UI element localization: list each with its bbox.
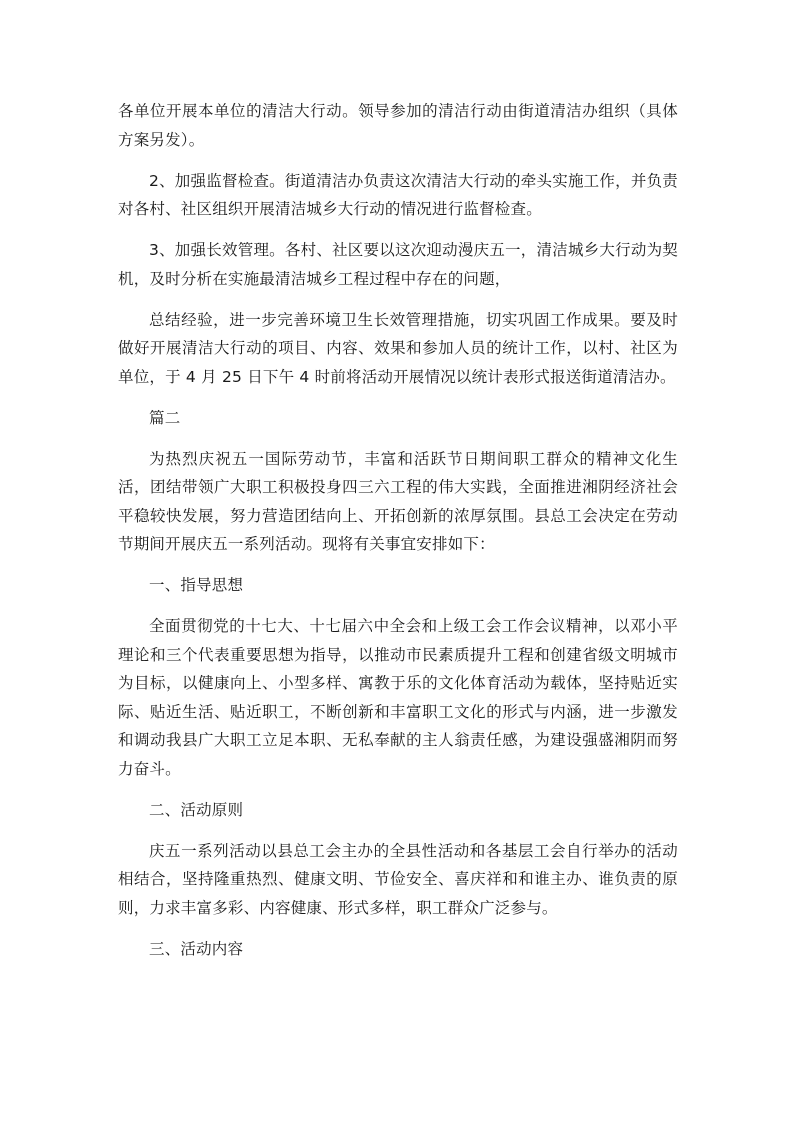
paragraph-supervision: 2、加强监督检查。街道清洁办负责这次清洁大行动的牵头实施工作，并负责对各村、社区组织开展清洁城乡大行动的情况进行监督检查。 <box>118 171 678 218</box>
section-heading-part-two: 篇二 <box>149 408 181 427</box>
paragraph-principles: 庆五一系列活动以县总工会主办的全县性活动和各基层工会自行举办的活动相结合，坚持隆重热烈、健康文明、节俭安全、喜庆祥和和谁主办、谁负责的原则，力求丰富多彩、内容健康、形式多样，职工群众广泛参与。 <box>118 841 678 917</box>
section-heading-principles: 二、活动原则 <box>149 800 244 819</box>
paragraph-summary: 总结经验，进一步完善环境卫生长效管理措施，切实巩固工作成果。要及时做好开展清洁大行动的项目、内容、效果和参加人员的统计工作，以村、社区为单位，于 4 月 25 日下午 4 时前将活动开展情况以统计表形式报送街道清洁办。 <box>118 310 678 386</box>
paragraph-guiding-ideology: 全面贯彻党的十七大、十七届六中全会和上级工会工作会议精神，以邓小平理论和三个代表重要思想为指导，以推动市民素质提升工程和创建省级文明城市为目标，以健康向上、小型多样、寓教于乐的文化体育活动为载体，坚持贴近实际、贴近生活、贴近职工，不断创新和丰富职工文化的形式与内涵，进一步激发和调动我县广大职工立足本职、无私奉献的主人翁责任感，为建设强盛湘阴而努力奋斗。 <box>118 617 678 778</box>
section-heading-activities: 三、活动内容 <box>149 939 244 958</box>
section-heading-guiding-ideology: 一、指导思想 <box>149 576 244 594</box>
paragraph-intro: 为热烈庆祝五一国际劳动节，丰富和活跃节日期间职工群众的精神文化生活，团结带领广大职工积极投身四三六工程的伟大实践，全面推进湘阴经济社会平稳较快发展，努力营造团结向上、开拓创新的浓厚氛围。县总工会决定在劳动节期间开展庆五一系列活动。现将有关事宜安排如下： <box>118 449 678 553</box>
document-page <box>118 97 678 963</box>
paragraph-continuation: 各单位开展本单位的清洁大行动。领导参加的清洁行动由街道清洁办组织（具体方案另发）。 <box>118 102 678 149</box>
paragraph-long-term-management: 3、加强长效管理。各村、社区要以这次迎动漫庆五一，清洁城乡大行动为契机，及时分析在实施最清洁城乡工程过程中存在的问题， <box>118 241 678 288</box>
